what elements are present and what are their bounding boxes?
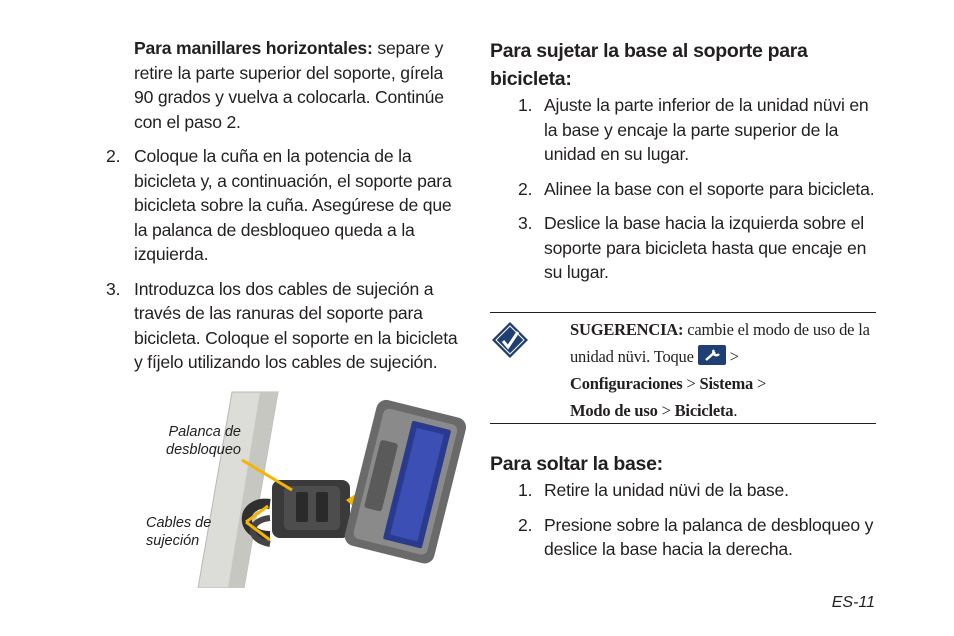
bike-mount-illustration	[120, 388, 480, 588]
tip-end: .	[733, 401, 738, 420]
step-number: 1.	[518, 480, 533, 500]
menu-bicicleta: Bicicleta	[674, 401, 734, 420]
step-number: 1.	[518, 95, 533, 115]
step-number: 3.	[518, 213, 533, 233]
wrench-icon	[698, 345, 726, 365]
tip-label: SUGERENCIA:	[570, 320, 684, 339]
release-heading: Para soltar la base:	[490, 453, 663, 475]
step-3	[106, 277, 466, 375]
nuvi-device	[343, 398, 469, 566]
tip-sep: >	[657, 401, 675, 420]
cables-callout: Cables de sujeción	[146, 515, 212, 549]
attach-step-1	[490, 93, 880, 167]
tip-sep: >	[753, 374, 767, 393]
step-text: Coloque la cuña en la potencia de la bicicleta y, a continuación, el soporte para bicicleta sobre la cuña. Asegúrese de que la palanca de desbloqueo queda a la izquierda.	[134, 146, 452, 264]
step-text: Alinee la base con el soporte para bicicleta.	[544, 178, 875, 199]
step-2	[106, 144, 466, 267]
step-text: Retire la unidad nüvi de la base.	[544, 480, 789, 500]
attach-heading: Para sujetar la base al soporte para bicicleta:	[490, 40, 808, 90]
tip-body: cambie el modo de uso de la unidad nüvi. Toque	[570, 320, 870, 366]
left-column	[106, 36, 466, 375]
tip-box	[490, 312, 876, 424]
step-number: 2.	[106, 146, 121, 166]
checkmark-diamond-icon	[492, 322, 528, 358]
step-number: 3.	[106, 278, 121, 299]
step-text: Ajuste la parte inferior de la unidad nüvi en la base y encaje la parte superior de la unidad en su lugar.	[544, 95, 869, 164]
menu-configuraciones: Configuraciones	[570, 374, 683, 393]
step-text: Deslice la base hacia la izquierda sobre el soporte para bicicleta hasta que encaje en su lugar.	[544, 213, 867, 282]
right-column	[490, 37, 880, 285]
step-number: 2.	[518, 514, 533, 535]
step-text: Introduzca los dos cables de sujeción a través de las ranuras del soporte para bicicleta. Coloque el soporte en la bicicleta y fíjelo utilizando los cables de sujeción.	[134, 278, 458, 372]
menu-sistema: Sistema	[699, 374, 754, 393]
menu-modo-de-uso: Modo de uso	[570, 401, 658, 420]
tip-sep: >	[682, 374, 700, 393]
step-text: Presione sobre la palanca de desbloqueo y deslice la base hacia la derecha.	[544, 514, 874, 559]
attach-step-2	[490, 177, 880, 202]
handlebar-instruction-label: Para manillares horizontales:	[134, 38, 373, 58]
handlebar-instruction-text: separe y retire la parte superior del soporte, gírela 90 grados y vuelva a colocarla. Continúe con el paso 2.	[134, 38, 444, 132]
release-lever-callout: Palanca de desbloqueo	[166, 424, 241, 458]
tip-text	[570, 316, 870, 424]
handlebar-instruction	[106, 36, 466, 134]
tip-sep: >	[725, 347, 739, 366]
release-step-2	[490, 513, 880, 562]
release-step-1	[490, 478, 880, 503]
attach-step-3	[490, 211, 880, 285]
step-number: 2.	[518, 178, 533, 199]
release-section	[490, 450, 880, 562]
page-number: ES-11	[831, 594, 875, 611]
